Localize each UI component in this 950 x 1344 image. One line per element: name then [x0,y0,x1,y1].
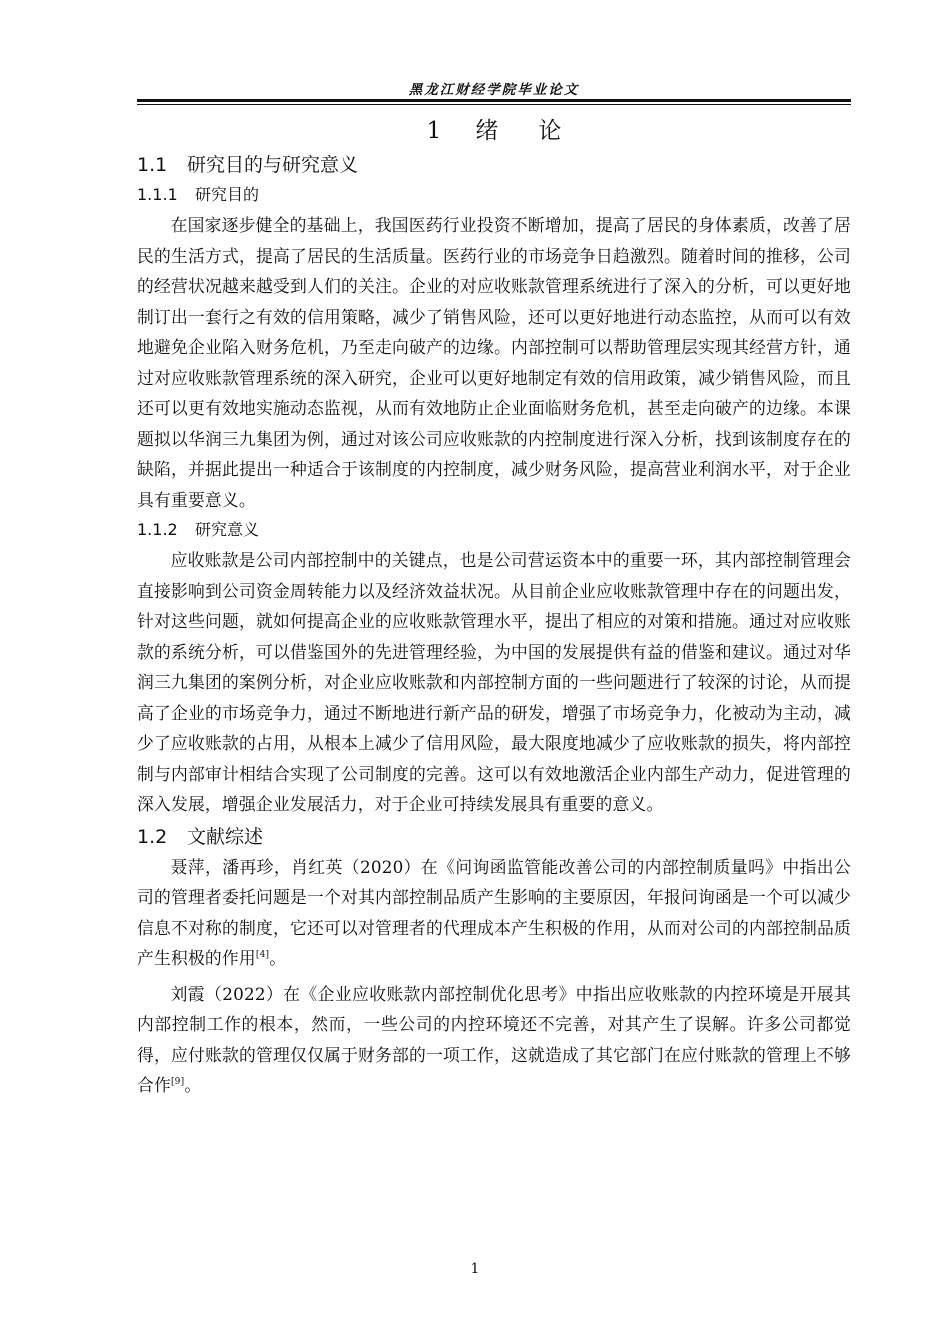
paragraph-end: 。 [269,948,287,968]
paragraph-literature-2 [137,979,851,1101]
paragraph-research-significance: 应收账款是公司内部控制中的关键点，也是公司营运资本中的重要一环，其内部控制管理会直接影响到公司资金周转能力以及经济效益状况。从目前企业应收账款管理中存在的问题出发，针对这些问题，就如何提高企业的应收账款管理水平，提出了相应的对策和措施。通过对应收账款的系统分析，可以借鉴国外的先进管理经验，为中国的发展提供有益的借鉴和建议。通过对华润三九集团的案例分析，对企业应收账款和内部控制方面的一些问题进行了较深的讨论，从而提高了企业的市场竞争力，通过不断地进行新产品的研发，增强了市场竞争力，化被动为主动，减少了应收账款的占用，从根本上减少了信用风险，最大限度地减少了应收账款的损失，将内部控制与内部审计相结合实现了公司制度的完善。这可以有效地激活企业内部生产动力，促进管理的深入发展，增强企业发展活力，对于企业可持续发展具有重要的意义。 [137,550,851,814]
subsection-heading-1-1-1 [137,180,851,210]
header-rule-thick [137,99,851,102]
chapter-title-char-2: 论 [538,118,562,144]
header-rule-thin [137,104,851,105]
section-heading-1-1 [137,150,851,180]
chapter-title-char-1: 绪 [475,118,499,144]
section-title: 研究目的与研究意义 [187,154,359,176]
section-number: 1.1 [137,154,168,176]
section-title: 文献综述 [187,825,264,848]
chapter-title [137,112,851,150]
subsection-title: 研究意义 [195,520,260,539]
body-content [137,112,851,1101]
subsection-number: 1.1.1 [137,185,178,204]
section-heading-1-2 [137,822,851,852]
subsection-heading-1-1-2 [137,515,851,545]
running-header: 黑龙江财经学院毕业论文 [408,82,580,98]
paragraph-text: 聂萍，潘再珍，肖红英（2020）在《问询函监管能改善公司的内部控制质量吗》中指出公司的管理者委托问题是一个对其内部控制品质产生影响的主要原因，年报问询函是一个可以减少信息不对称的制度，它还可以对管理者的代理成本产生积极的作用，从而对公司的内部控制品质产生积极的作用 [137,856,851,968]
paragraph-research-purpose: 在国家逐步健全的基础上，我国医药行业投资不断增加，提高了居民的身体素质，改善了居民的生活方式，提高了居民的生活质量。医药行业的市场竞争日趋激烈。随着时间的推移，公司的经营状况越来越受到人们的关注。企业的对应收账款管理系统进行了深入的分析，可以更好地制订出一套行之有效的信用策略，减少了销售风险，还可以更好地进行动态监控，从而可以有效地避免企业陷入财务危机，乃至走向破产的边缘。内部控制可以帮助管理层实现其经营方针，通过对应收账款管理系统的深入研究，企业可以更好地制定有效的信用政策，减少销售风险，而且还可以更有效地实施动态监视，从而有效地防止企业面临财务危机，甚至走向破产的边缘。本课题拟以华润三九集团为例，通过对该公司应收账款的内控制度进行深入分析，找到该制度存在的缺陷，并据此提出一种适合于该制度的内控制度，减少财务风险，提高营业利润水平，对于企业具有重要意义。 [137,215,851,510]
subsection-number: 1.1.2 [137,520,178,539]
section-number: 1.2 [137,825,168,848]
chapter-number: 1 [426,118,442,144]
paragraph-literature-1 [137,852,851,974]
citation-marker[interactable]: [4] [255,950,270,960]
subsection-title: 研究目的 [195,185,260,204]
paragraph-end: 。 [184,1075,202,1095]
citation-marker[interactable]: [9] [170,1077,185,1087]
page-number: 1 [470,1261,480,1277]
paragraph-text: 刘霞（2022）在《企业应收账款内部控制优化思考》中指出应收账款的内控环境是开展其内部控制工作的根本，然而，一些公司的内控环境还不完善，对其产生了误解。许多公司都觉得，应付账款的管理仅仅属于财务部的一项工作，这就造成了其它部门在应付账款的管理上不够合作 [137,983,851,1095]
